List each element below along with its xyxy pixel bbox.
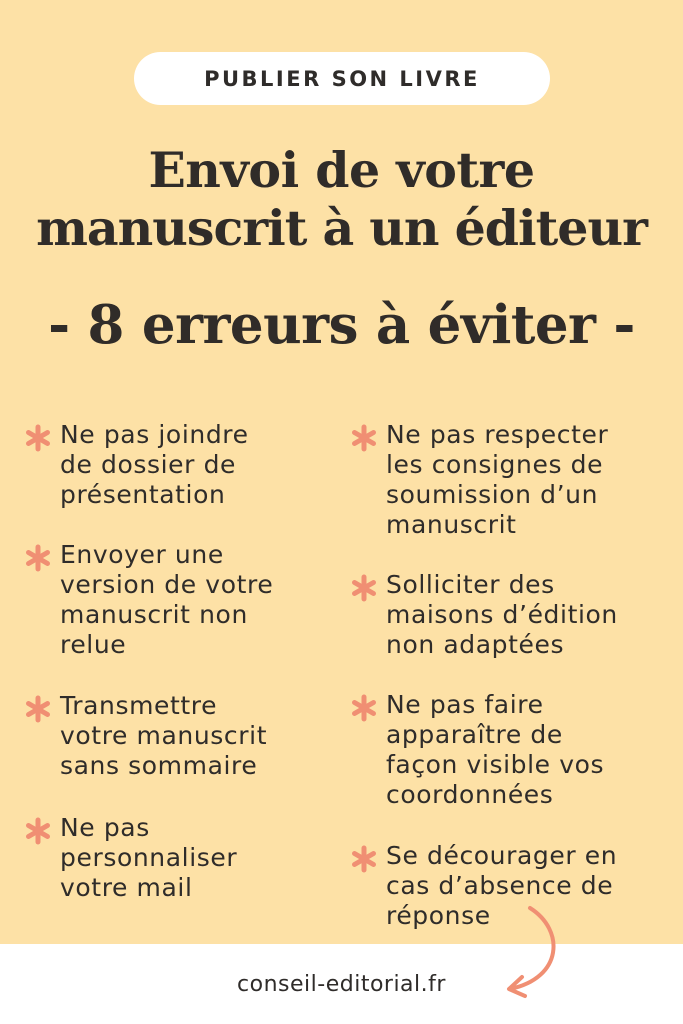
curved-arrow-icon [495, 900, 570, 1000]
list-item-text: Transmettre votre manuscrit sans sommaire [60, 691, 268, 780]
asterisk-icon [350, 424, 378, 452]
category-badge [134, 52, 550, 105]
list-item [350, 690, 604, 810]
website-link[interactable]: conseil-editorial.fr [237, 971, 446, 997]
category-label: PUBLIER SON LIVRE [204, 66, 480, 91]
title-line-2: manuscrit à un éditeur [36, 199, 647, 257]
list-item [24, 691, 267, 781]
list-item-text: Ne pas respecter les consignes de soumission d’un manuscrit [386, 420, 609, 539]
subtitle: - 8 erreurs à éviter - [48, 294, 635, 356]
list-item [24, 540, 273, 660]
list-item-text: Ne pas faire apparaître de façon visible vos coordonnées [386, 690, 605, 809]
list-item-text: Ne pas personnaliser votre mail [60, 813, 238, 902]
list-item [350, 841, 617, 931]
list-item [350, 570, 618, 660]
list-item-text: Se décourager en cas d’absence de réponse [386, 841, 618, 930]
asterisk-icon [350, 694, 378, 722]
list-item [24, 813, 237, 903]
asterisk-icon [350, 845, 378, 873]
list-item-text: Ne pas joindre de dossier de présentation [60, 420, 249, 509]
asterisk-icon [24, 817, 52, 845]
footer [0, 944, 683, 1024]
asterisk-icon [24, 424, 52, 452]
list-item [24, 420, 249, 510]
list-item [350, 420, 608, 540]
list-item-text: Solliciter des maisons d’édition non adaptées [386, 570, 618, 659]
asterisk-icon [24, 544, 52, 572]
list-item-text: Envoyer une version de votre manuscrit non relue [60, 540, 274, 659]
title-line-1: Envoi de votre [148, 141, 535, 199]
asterisk-icon [24, 695, 52, 723]
asterisk-icon [350, 574, 378, 602]
